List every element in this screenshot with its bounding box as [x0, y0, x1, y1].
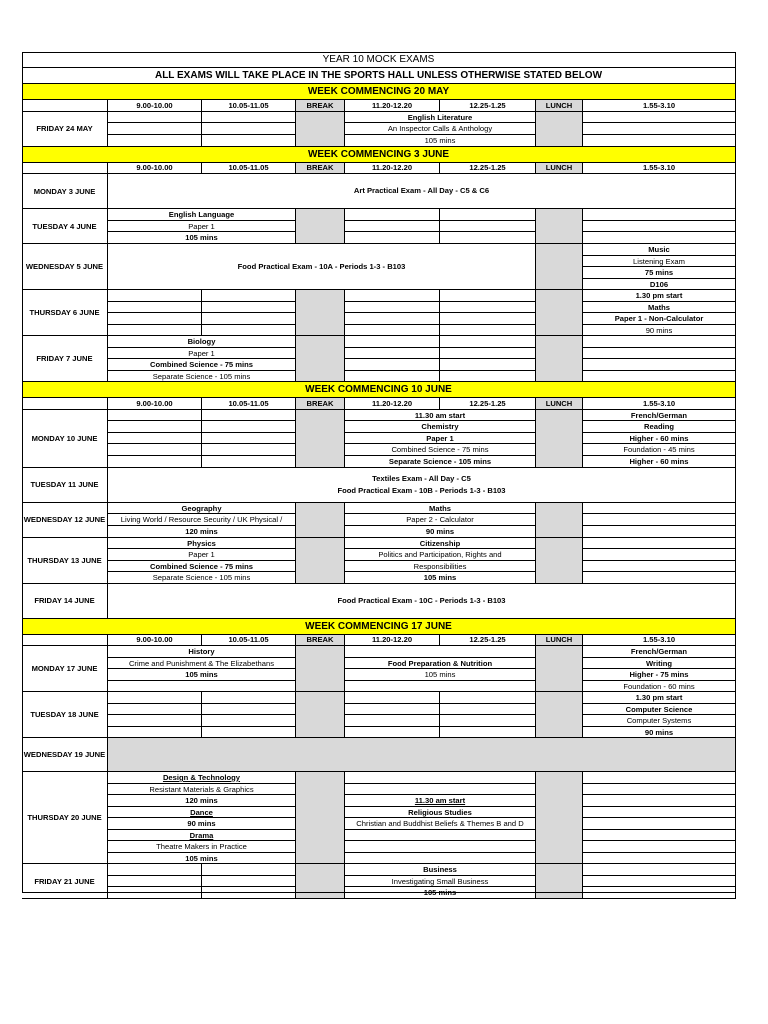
entry-line: Combined Science - 75 mins: [150, 360, 253, 369]
entry-line: 120 mins: [185, 526, 218, 536]
exam-slot-s900: [108, 112, 296, 147]
exam-slot-s900: [108, 772, 296, 864]
row-divider: [583, 571, 735, 572]
exam-slot-s1120: [345, 336, 536, 382]
row-divider: [583, 370, 735, 371]
break-cell: [296, 864, 345, 899]
day-label: FRIDAY 24 MAY: [22, 112, 108, 147]
row-divider: [345, 886, 535, 887]
time-slot-header: 1.55-3.10: [583, 163, 736, 175]
time-slot-header: 11.20-12.20: [345, 163, 440, 175]
row-divider: [345, 443, 535, 444]
row-divider: [108, 852, 295, 853]
row-divider: [345, 806, 535, 807]
row-divider: [583, 443, 735, 444]
all-day-exam: [108, 174, 736, 209]
time-slot-header: LUNCH: [536, 163, 583, 175]
lunch-cell: [536, 410, 583, 468]
row-divider: [345, 875, 535, 876]
venue-notice: ALL EXAMS WILL TAKE PLACE IN THE SPORTS HALL UNLESS OTHERWISE STATED BELOW: [22, 68, 736, 84]
entry-line: Paper 1: [188, 348, 215, 358]
entry-line: Listening Exam: [633, 256, 685, 266]
row-divider: [583, 852, 735, 853]
entry-line: 105 mins: [424, 670, 456, 679]
entry-line: Combined Science - 75 mins: [391, 445, 489, 454]
entry-line: Reading: [644, 422, 674, 431]
day-label: TUESDAY 18 JUNE: [22, 692, 108, 738]
row-divider: [108, 560, 295, 561]
entry-line: Food Preparation & Nutrition: [387, 658, 493, 668]
row-divider: [108, 548, 295, 549]
entry-line: 90 mins: [645, 325, 673, 335]
row-divider: [345, 560, 535, 561]
entry-line: Christian and Buddhist Beliefs & Themes B and D: [356, 819, 524, 828]
lunch-cell: [536, 646, 583, 692]
entry-line: An Inspector Calls & Anthology: [387, 124, 493, 133]
row-divider: [108, 668, 295, 669]
row-divider: [345, 714, 535, 715]
entry-line: Paper 1 - Non-Calculator: [614, 314, 704, 323]
entry-line: French/German: [630, 647, 688, 656]
entry-line: Citizenship: [419, 538, 461, 548]
entry-line: Higher - 60 mins: [629, 456, 689, 466]
row-divider: [345, 324, 535, 325]
exam-slot-s1120: [345, 410, 536, 468]
time-slot-header: LUNCH: [536, 635, 583, 647]
lunch-cell: [536, 503, 583, 538]
row-divider: [345, 301, 535, 302]
entry-line: Computer Systems: [626, 716, 692, 725]
break-cell: [296, 772, 345, 864]
entry-line: Resistant Materials & Graphics: [149, 784, 254, 794]
entry-line: 120 mins: [185, 796, 218, 805]
entry-line: 105 mins: [423, 573, 457, 582]
time-slot-header: 9.00-10.00: [108, 100, 202, 112]
entry-line: Crime and Punishment & The Elizabethans: [128, 658, 275, 668]
entry-line: English Literature: [407, 112, 473, 122]
row-divider: [345, 358, 535, 359]
entry-line: Geography: [181, 503, 222, 513]
row-divider: [345, 571, 535, 572]
entry-line: 90 mins: [187, 819, 216, 828]
entry-line: Foundation - 45 mins: [623, 445, 695, 454]
row-divider: [108, 347, 295, 348]
time-slot-header: BREAK: [296, 100, 345, 112]
row-divider: [108, 571, 295, 572]
entry-line: 75 mins: [644, 268, 674, 277]
day-label: MONDAY 10 JUNE: [22, 410, 108, 468]
entry-line: Food Practical Exam - 10A - Periods 1-3 - B103: [237, 261, 406, 271]
entry-line: 105 mins: [185, 853, 218, 863]
entry-line: French/German: [630, 410, 688, 420]
entry-line: Chemistry: [421, 422, 459, 431]
row-divider: [345, 852, 535, 853]
entry-line: Religious Studies: [408, 807, 472, 817]
exam-slot-s155: [583, 503, 736, 538]
row-divider: [345, 840, 535, 841]
col-divider: [439, 692, 440, 738]
exam-slot-s155: [583, 864, 736, 899]
entry-line: Paper 1: [188, 550, 215, 559]
time-slot-header: 9.00-10.00: [108, 163, 202, 175]
entry-line: Theatre Makers in Practice: [156, 842, 247, 851]
row-divider: [583, 817, 735, 818]
row-divider: [108, 358, 295, 359]
entry-line: Separate Science - 105 mins: [152, 573, 251, 582]
entry-line: Separate Science - 105 mins: [152, 371, 251, 381]
day-label: TUESDAY 11 JUNE: [22, 468, 108, 503]
entry-line: Combined Science - 75 mins: [150, 561, 253, 571]
row-divider: [108, 829, 295, 830]
time-slot-header: 10.05-11.05: [202, 635, 296, 647]
exam-slot-s900: [108, 538, 296, 584]
day-label: THURSDAY 6 JUNE: [22, 290, 108, 336]
row-divider: [108, 817, 295, 818]
row-divider: [345, 312, 535, 313]
day-label: FRIDAY 14 JUNE: [22, 584, 108, 619]
day-label: THURSDAY 20 JUNE: [22, 772, 108, 864]
row-divider: [583, 875, 735, 876]
lunch-cell: [536, 244, 583, 290]
lunch-cell: [536, 336, 583, 382]
row-divider: [583, 312, 735, 313]
row-divider: [345, 220, 535, 221]
time-slot-header: 11.20-12.20: [345, 398, 440, 410]
entry-line: Separate Science - 105 mins: [388, 456, 492, 466]
row-divider: [345, 703, 535, 704]
entry-line: 105 mins: [424, 135, 456, 145]
exam-slot-s155: [583, 290, 736, 336]
time-slot-header: 1.55-3.10: [583, 635, 736, 647]
time-slot-header: 10.05-11.05: [202, 398, 296, 410]
row-divider: [583, 703, 735, 704]
row-divider: [583, 829, 735, 830]
entry-line: Drama: [189, 830, 214, 840]
row-divider: [345, 134, 535, 135]
entry-line: 1.30 pm start: [635, 693, 683, 702]
exam-slot-s155: [583, 112, 736, 147]
exam-slot-s900: [108, 410, 296, 468]
row-divider: [583, 726, 735, 727]
break-cell: [296, 646, 345, 692]
row-divider: [345, 513, 535, 514]
exam-slot-s155: [583, 772, 736, 864]
row-divider: [345, 726, 535, 727]
entry-line: Food Practical Exam - 10B - Periods 1-3 - B103: [337, 485, 506, 495]
row-divider: [108, 794, 295, 795]
entry-line: Physics: [187, 538, 216, 548]
exam-slot-s155: [583, 692, 736, 738]
entry-line: Biology: [187, 337, 216, 346]
time-slot-header: 12.25-1.25: [440, 398, 536, 410]
break-cell: [296, 336, 345, 382]
all-day-exam: [108, 468, 736, 503]
entry-line: Foundation - 60 mins: [623, 681, 695, 691]
entry-line: Computer Science: [625, 704, 693, 714]
entry-line: Food Practical Exam - 10C - Periods 1-3 - B103: [337, 595, 506, 605]
entry-line: 11.30 am start: [414, 410, 466, 420]
exam-slot-s900: [108, 503, 296, 538]
row-divider: [583, 513, 735, 514]
row-divider: [583, 455, 735, 456]
exam-slot-s900: [108, 864, 296, 899]
day-label: FRIDAY 7 JUNE: [22, 336, 108, 382]
break-cell: [296, 503, 345, 538]
break-cell: [296, 538, 345, 584]
entry-line: Maths: [648, 302, 670, 312]
row-divider: [583, 134, 735, 135]
row-divider: [583, 680, 735, 681]
no-exams-day: [108, 738, 736, 772]
row-divider: [345, 347, 535, 348]
row-divider: [583, 840, 735, 841]
exam-slot-s1120: [345, 209, 536, 244]
row-divider: [583, 783, 735, 784]
lunch-cell: [536, 290, 583, 336]
time-slot-header: 10.05-11.05: [202, 100, 296, 112]
day-label: WEDNESDAY 5 JUNE: [22, 244, 108, 290]
lunch-cell: [536, 864, 583, 899]
exam-slot-s900: [108, 336, 296, 382]
exam-slot-s155: [583, 410, 736, 468]
entry-line: Music: [648, 245, 670, 254]
row-divider: [345, 231, 535, 232]
col-divider: [201, 692, 202, 738]
row-divider: [583, 806, 735, 807]
col-divider: [201, 112, 202, 147]
row-divider: [108, 806, 295, 807]
row-divider: [108, 370, 295, 371]
break-cell: [296, 290, 345, 336]
day-label: WEDNESDAY 12 JUNE: [22, 503, 108, 538]
week-heading: WEEK COMMENCING 10 JUNE: [22, 382, 736, 398]
break-cell: [296, 410, 345, 468]
row-divider: [345, 548, 535, 549]
row-divider: [583, 432, 735, 433]
lunch-cell: [536, 209, 583, 244]
break-cell: [296, 112, 345, 147]
exam-slot-s900: [108, 692, 296, 738]
entry-line: Higher - 75 mins: [629, 670, 689, 679]
day-label: WEDNESDAY 19 JUNE: [22, 738, 108, 772]
page-title: YEAR 10 MOCK EXAMS: [22, 52, 736, 68]
row-divider: [345, 668, 535, 669]
row-divider: [583, 420, 735, 421]
time-slot-header: 12.25-1.25: [440, 163, 536, 175]
exam-slot-s1120: [345, 538, 536, 584]
row-divider: [345, 680, 535, 681]
exam-slot-s155: [583, 209, 736, 244]
day-label: MONDAY 3 JUNE: [22, 174, 108, 209]
entry-line: Living World / Resource Security / UK Physical /: [120, 515, 283, 524]
row-divider: [108, 525, 295, 526]
row-divider: [583, 358, 735, 359]
row-divider: [345, 455, 535, 456]
break-cell: [296, 692, 345, 738]
row-divider: [583, 255, 735, 256]
col-divider: [439, 209, 440, 244]
row-divider: [345, 783, 535, 784]
row-divider: [583, 278, 735, 279]
entry-line: Responsibilities: [413, 561, 467, 571]
row-divider: [345, 370, 535, 371]
day-label: MONDAY 17 JUNE: [22, 646, 108, 692]
entry-line: Maths: [429, 503, 451, 513]
exam-slot-s155: [583, 244, 736, 290]
entry-line: Higher - 60 mins: [629, 433, 689, 443]
entry-line: English Language: [168, 210, 235, 219]
entry-line: Design & Technology: [162, 773, 241, 782]
entry-line: Paper 2 - Calculator: [406, 515, 474, 524]
time-slot-header: BREAK: [296, 398, 345, 410]
exam-slot-s155: [583, 336, 736, 382]
time-slot-header: 11.20-12.20: [345, 635, 440, 647]
entry-line: 105 mins: [185, 233, 218, 242]
entry-line: Dance: [190, 807, 213, 817]
row-divider: [108, 840, 295, 841]
row-divider: [108, 657, 295, 658]
time-slot-header-blank: [22, 398, 108, 410]
exam-timetable: [22, 52, 736, 897]
entry-line: 90 mins: [644, 727, 674, 737]
col-divider: [201, 410, 202, 468]
row-divider: [583, 266, 735, 267]
exam-slot-s1120: [345, 503, 536, 538]
row-divider: [583, 301, 735, 302]
entry-line: 105 mins: [185, 670, 218, 679]
entry-line: 11.30 am start: [414, 796, 466, 805]
time-slot-header-blank: [22, 635, 108, 647]
row-divider: [345, 829, 535, 830]
exam-slot-s155: [583, 646, 736, 692]
break-cell: [296, 209, 345, 244]
entry-line: 1.30 pm start: [635, 291, 683, 300]
time-slot-header: BREAK: [296, 635, 345, 647]
row-divider: [108, 513, 295, 514]
row-divider: [583, 122, 735, 123]
row-divider: [583, 886, 735, 887]
exam-slot-s900: [108, 290, 296, 336]
entry-line: Art Practical Exam - All Day - C5 & C6: [353, 186, 490, 196]
exam-slot-s900: [108, 646, 296, 692]
col-divider: [201, 864, 202, 899]
col-divider: [201, 290, 202, 336]
row-divider: [345, 420, 535, 421]
row-divider: [583, 324, 735, 325]
time-slot-header: 1.55-3.10: [583, 398, 736, 410]
row-divider: [108, 783, 295, 784]
row-divider: [583, 657, 735, 658]
exam-slot-s1120: [345, 290, 536, 336]
entry-line: Textiles Exam - All Day - C5: [372, 474, 471, 483]
row-divider: [583, 220, 735, 221]
time-slot-header: 12.25-1.25: [440, 100, 536, 112]
row-divider: [345, 525, 535, 526]
row-divider: [583, 347, 735, 348]
day-label: FRIDAY 21 JUNE: [22, 864, 108, 899]
time-slot-header: BREAK: [296, 163, 345, 175]
week-heading: WEEK COMMENCING 3 JUNE: [22, 147, 736, 163]
entry-line: History: [188, 647, 215, 656]
row-divider: [583, 794, 735, 795]
row-divider: [108, 680, 295, 681]
row-divider: [108, 231, 295, 232]
row-divider: [345, 817, 535, 818]
row-divider: [345, 122, 535, 123]
week-heading: WEEK COMMENCING 20 MAY: [22, 84, 736, 100]
lunch-cell: [536, 538, 583, 584]
lunch-cell: [536, 772, 583, 864]
time-slot-header: 12.25-1.25: [440, 635, 536, 647]
morning-exam: [108, 244, 536, 290]
exam-slot-s155: [583, 538, 736, 584]
time-slot-header: 10.05-11.05: [202, 163, 296, 175]
row-divider: [345, 794, 535, 795]
exam-slot-s1120: [345, 864, 536, 899]
row-divider: [583, 231, 735, 232]
time-slot-header-blank: [22, 100, 108, 112]
time-slot-header-blank: [22, 163, 108, 175]
exam-slot-s1120: [345, 112, 536, 147]
row-divider: [345, 657, 535, 658]
col-divider: [439, 336, 440, 382]
week-heading: WEEK COMMENCING 17 JUNE: [22, 619, 736, 635]
lunch-cell: [536, 692, 583, 738]
row-divider: [583, 525, 735, 526]
row-divider: [583, 668, 735, 669]
entry-line: 105 mins: [423, 888, 457, 897]
all-day-exam: [108, 584, 736, 619]
row-divider: [108, 220, 295, 221]
lunch-cell: [536, 112, 583, 147]
time-slot-header: LUNCH: [536, 398, 583, 410]
time-slot-header: 1.55-3.10: [583, 100, 736, 112]
entry-line: Politics and Participation, Rights and: [378, 550, 502, 559]
row-divider: [345, 432, 535, 433]
entry-line: Paper 1: [188, 221, 215, 231]
row-divider: [583, 548, 735, 549]
exam-slot-s1120: [345, 692, 536, 738]
time-slot-header: LUNCH: [536, 100, 583, 112]
entry-line: 90 mins: [425, 526, 455, 536]
entry-line: Investigating Small Business: [391, 876, 489, 886]
day-label: THURSDAY 13 JUNE: [22, 538, 108, 584]
row-divider: [583, 714, 735, 715]
entry-line: D106: [649, 279, 669, 289]
time-slot-header: 11.20-12.20: [345, 100, 440, 112]
exam-slot-s1120: [345, 646, 536, 692]
col-divider: [439, 290, 440, 336]
day-label: TUESDAY 4 JUNE: [22, 209, 108, 244]
row-divider: [583, 560, 735, 561]
entry-line: Writing: [645, 658, 672, 668]
entry-line: Business: [423, 865, 457, 874]
time-slot-header: 9.00-10.00: [108, 398, 202, 410]
exam-slot-s1120: [345, 772, 536, 864]
time-slot-header: 9.00-10.00: [108, 635, 202, 647]
exam-slot-s900: [108, 209, 296, 244]
entry-line: Paper 1: [426, 433, 454, 443]
